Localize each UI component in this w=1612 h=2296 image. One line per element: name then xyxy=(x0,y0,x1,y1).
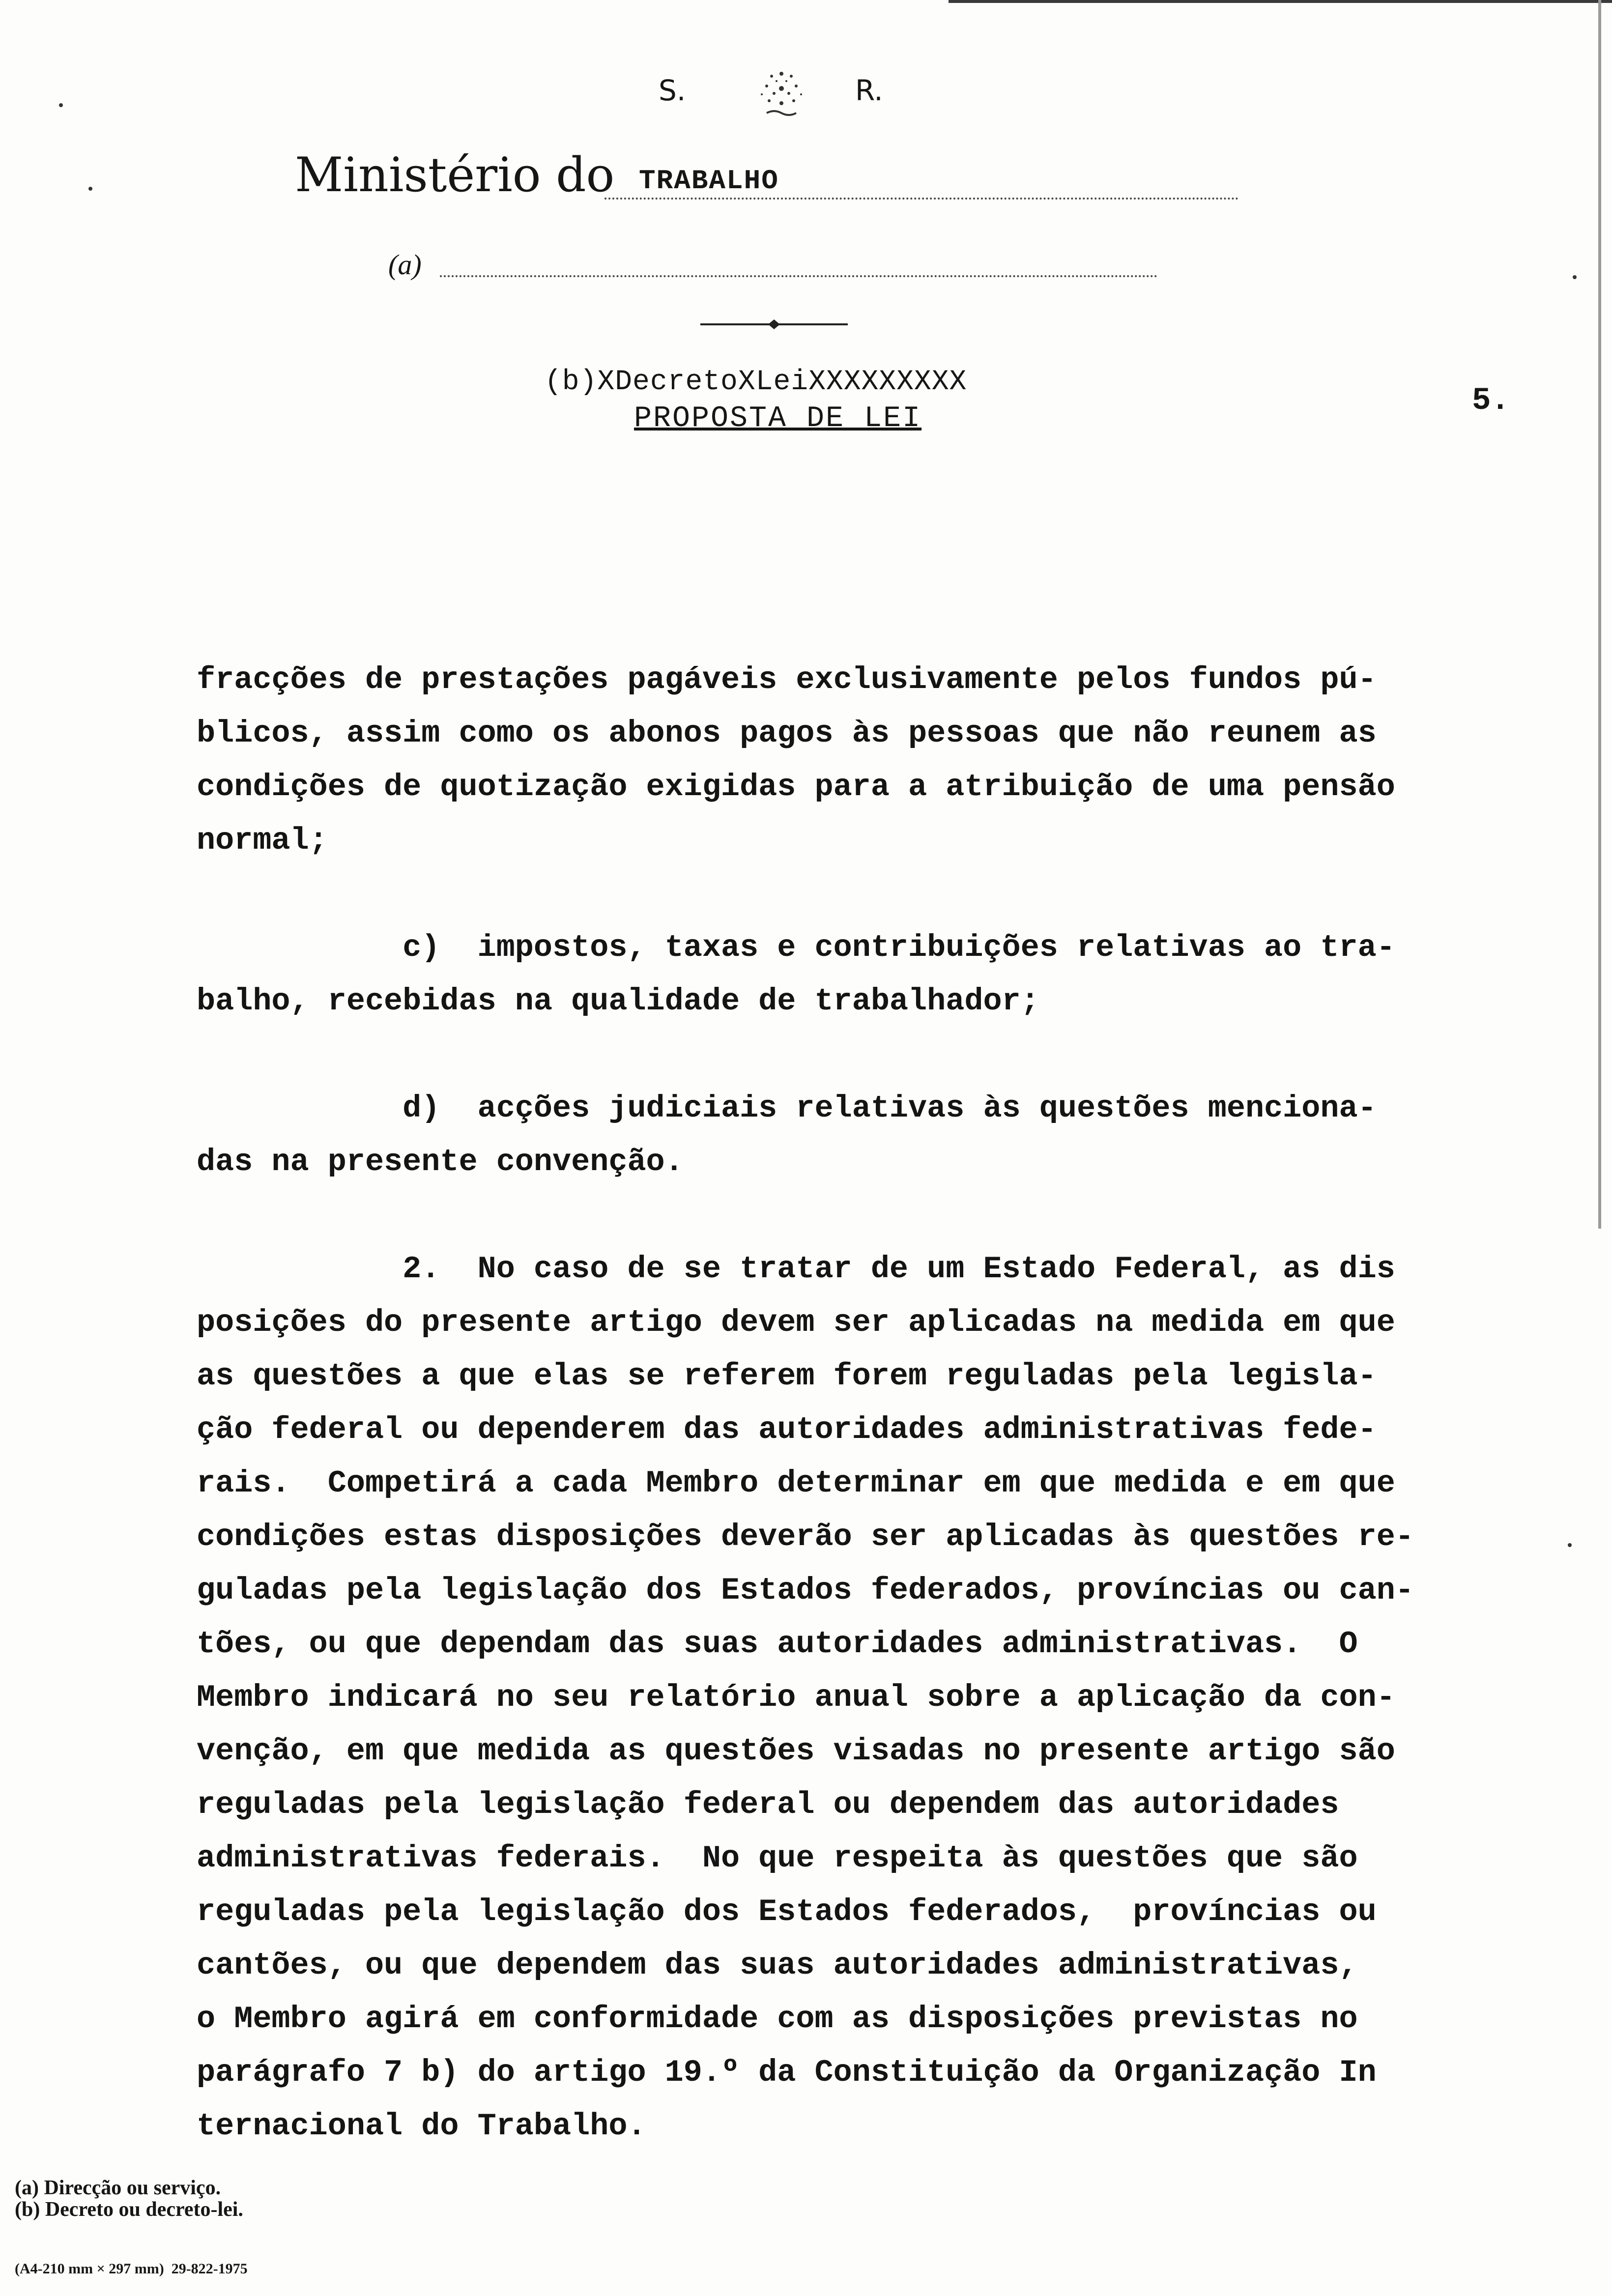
letterhead-r: R. xyxy=(855,74,883,107)
ministry-label: Ministério do xyxy=(295,147,615,202)
text-line: ternacional do Trabalho. xyxy=(197,2109,646,2144)
text-line: balho, recebidas na qualidade de trabalhador; xyxy=(197,984,1039,1019)
text-line: cantões, ou que dependem das suas autoridades administrativas, xyxy=(197,1948,1358,1983)
document-type-label: PROPOSTA DE LEI xyxy=(634,402,922,435)
body-text xyxy=(197,654,1543,2153)
scan-edge-right xyxy=(1598,0,1601,1229)
document-type-struck: (b)XDecretoXLeiXXXXXXXXX xyxy=(545,366,967,398)
scan-speck xyxy=(1568,1543,1572,1547)
text-line: tões, ou que dependam das suas autoridades administrativas. O xyxy=(197,1627,1358,1662)
text-line: posições do presente artigo devem ser aplicadas na medida em que xyxy=(197,1305,1395,1341)
text-line: parágrafo 7 b) do artigo 19.º da Constituição da Organização In xyxy=(197,2055,1377,2091)
text-line: administrativas federais. No que respeita às questões que são xyxy=(197,1841,1358,1876)
divider-ornament xyxy=(700,319,848,329)
scan-edge-top xyxy=(949,0,1612,3)
ministry-value: TRABALHO xyxy=(639,165,779,197)
page-number: 5. xyxy=(1472,383,1510,419)
text-line: as questões a que elas se referem forem reguladas pela legisla- xyxy=(197,1359,1377,1394)
text-line: ção federal ou dependerem das autoridades administrativas fede- xyxy=(197,1412,1377,1448)
text-line: blicos, assim como os abonos pagos às pessoas que não reunem as xyxy=(197,716,1377,751)
field-a-dotted-line xyxy=(440,275,1157,277)
text-line: normal; xyxy=(197,823,328,859)
text-line: 2. No caso de se tratar de um Estado Federal, as dis xyxy=(197,1252,1395,1287)
text-line: das na presente convenção. xyxy=(197,1145,684,1180)
letterhead-s: S. xyxy=(659,74,686,107)
text-line: o Membro agirá em conformidade com as disposições previstas no xyxy=(197,2002,1358,2037)
text-line: venção, em que medida as questões visadas no presente artigo são xyxy=(197,1734,1395,1769)
republic-emblem-icon xyxy=(737,64,826,128)
footnote-a: (a) Direcção ou serviço. xyxy=(15,2177,221,2199)
letterhead xyxy=(659,64,914,128)
text-line: condições de quotização exigidas para a atribuição de uma pensão xyxy=(197,770,1395,805)
text-line: guladas pela legislação dos Estados federados, províncias ou can- xyxy=(197,1573,1414,1608)
field-a-label: (a) xyxy=(388,249,422,281)
scan-speck xyxy=(59,103,63,107)
text-line: Membro indicará no seu relatório anual sobre a aplicação da con- xyxy=(197,1680,1395,1716)
footnote-b: (b) Decreto ou decreto-lei. xyxy=(15,2198,243,2221)
text-line: reguladas pela legislação federal ou dependem das autoridades xyxy=(197,1787,1339,1823)
text-line: c) impostos, taxas e contribuições relativas ao tra- xyxy=(197,930,1395,966)
text-line: reguladas pela legislação dos Estados federados, províncias ou xyxy=(197,1894,1377,1930)
footnotes xyxy=(15,2177,243,2220)
ministry-dotted-line xyxy=(604,198,1238,200)
text-line: d) acções judiciais relativas às questões menciona- xyxy=(197,1091,1377,1126)
text-line: condições estas disposições deverão ser aplicadas às questões re- xyxy=(197,1520,1414,1555)
scan-speck xyxy=(1573,275,1577,279)
scan-speck xyxy=(88,187,92,191)
text-line: rais. Competirá a cada Membro determinar em que medida e em que xyxy=(197,1466,1395,1501)
form-code: (A4-210 mm × 297 mm) 29-822-1975 xyxy=(15,2261,248,2277)
text-line: fracções de prestações pagáveis exclusivamente pelos fundos pú- xyxy=(197,662,1377,698)
